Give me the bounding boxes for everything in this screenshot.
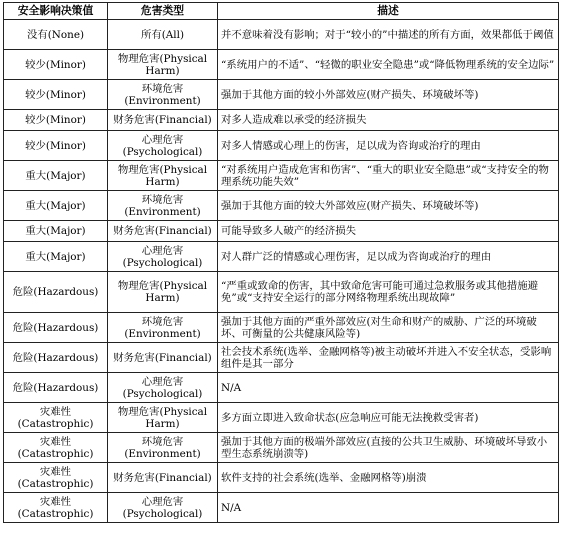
- table-row: [4, 403, 559, 433]
- hazard-type-cell: 物理危害(Physical Harm): [108, 403, 218, 433]
- table-row: [4, 313, 559, 343]
- hazard-type-cell: 物理危害(Physical Harm): [108, 50, 218, 80]
- impact-level-cell: 重大(Major): [4, 191, 108, 221]
- table-row: [4, 242, 559, 272]
- description-cell: 并不意味着没有影响；对于“较小的”中描述的所有方面，效果都低于阈值: [218, 20, 559, 50]
- description-cell: N/A: [218, 493, 559, 523]
- description-cell: “系统用户的不适”、“轻微的职业安全隐患”或“降低物理系统的安全边际”: [218, 50, 559, 80]
- header-impact-level: 安全影响决策值: [4, 3, 108, 20]
- header-description: 描述: [218, 3, 559, 20]
- table-row: [4, 343, 559, 373]
- table-row: [4, 161, 559, 191]
- description-cell: 强加于其他方面的较小外部效应(财产损失、环境破坏等): [218, 80, 559, 110]
- description-cell: 对人群广泛的情感或心理伤害，足以成为咨询或治疗的理由: [218, 242, 559, 272]
- impact-level-cell: 灾难性(Catastrophic): [4, 403, 108, 433]
- impact-level-cell: 重大(Major): [4, 242, 108, 272]
- table-row: [4, 272, 559, 313]
- safety-impact-table: [3, 2, 559, 523]
- description-cell: 强加于其他方面的较大外部效应(财产损失、环境破坏等): [218, 191, 559, 221]
- description-cell: 可能导致多人破产的经济损失: [218, 221, 559, 242]
- impact-level-cell: 危险(Hazardous): [4, 343, 108, 373]
- impact-level-cell: 没有(None): [4, 20, 108, 50]
- table-row: [4, 463, 559, 493]
- description-cell: “严重或致命的伤害，其中致命危害可能可通过急救服务或其他措施避免”或“支持安全运行的部分网络物理系统出现故障”: [218, 272, 559, 313]
- impact-level-cell: 灾难性(Catastrophic): [4, 433, 108, 463]
- hazard-type-cell: 财务危害(Financial): [108, 463, 218, 493]
- table-row: [4, 131, 559, 161]
- hazard-type-cell: 心理危害(Psychological): [108, 493, 218, 523]
- description-cell: 强加于其他方面的极端外部效应(直接的公共卫生威胁、环境破坏导致小型生态系统崩溃等): [218, 433, 559, 463]
- description-cell: 对多人造成难以承受的经济损失: [218, 110, 559, 131]
- table-row: [4, 191, 559, 221]
- description-cell: 对多人情感或心理上的伤害，足以成为咨询或治疗的理由: [218, 131, 559, 161]
- description-cell: “对系统用户造成危害和伤害”、“重大的职业安全隐患”或“支持安全的物理系统功能失效”: [218, 161, 559, 191]
- table-header: [4, 3, 559, 20]
- hazard-type-cell: 环境危害(Environment): [108, 80, 218, 110]
- hazard-type-cell: 财务危害(Financial): [108, 110, 218, 131]
- hazard-type-cell: 财务危害(Financial): [108, 343, 218, 373]
- description-cell: 多方面立即进入致命状态(应急响应可能无法挽救受害者): [218, 403, 559, 433]
- impact-level-cell: 较少(Minor): [4, 131, 108, 161]
- hazard-type-cell: 所有(All): [108, 20, 218, 50]
- description-cell: N/A: [218, 373, 559, 403]
- document-page: [3, 2, 558, 523]
- impact-level-cell: 重大(Major): [4, 221, 108, 242]
- description-cell: 社会技术系统(选举、金融网格等)被主动破坏并进入不安全状态，受影响组件是其一部分: [218, 343, 559, 373]
- hazard-type-cell: 心理危害(Psychological): [108, 242, 218, 272]
- impact-level-cell: 灾难性(Catastrophic): [4, 463, 108, 493]
- hazard-type-cell: 环境危害(Environment): [108, 313, 218, 343]
- hazard-type-cell: 物理危害(Physical Harm): [108, 272, 218, 313]
- table-row: [4, 221, 559, 242]
- table-row: [4, 373, 559, 403]
- impact-level-cell: 灾难性(Catastrophic): [4, 493, 108, 523]
- header-row: [4, 3, 559, 20]
- table-body: [4, 20, 559, 523]
- table-row: [4, 493, 559, 523]
- description-cell: 软件支持的社会系统(选举、金融网格等)崩溃: [218, 463, 559, 493]
- table-row: [4, 20, 559, 50]
- hazard-type-cell: 物理危害(Physical Harm): [108, 161, 218, 191]
- impact-level-cell: 较少(Minor): [4, 80, 108, 110]
- hazard-type-cell: 环境危害(Environment): [108, 191, 218, 221]
- table-row: [4, 110, 559, 131]
- description-cell: 强加于其他方面的严重外部效应(对生命和财产的威胁、广泛的环境破坏、可衡量的公共健康风险等): [218, 313, 559, 343]
- table-row: [4, 50, 559, 80]
- impact-level-cell: 较少(Minor): [4, 110, 108, 131]
- header-hazard-type: 危害类型: [108, 3, 218, 20]
- hazard-type-cell: 心理危害(Psychological): [108, 373, 218, 403]
- hazard-type-cell: 环境危害(Environment): [108, 433, 218, 463]
- table-row: [4, 433, 559, 463]
- hazard-type-cell: 财务危害(Financial): [108, 221, 218, 242]
- impact-level-cell: 重大(Major): [4, 161, 108, 191]
- impact-level-cell: 危险(Hazardous): [4, 373, 108, 403]
- table-row: [4, 80, 559, 110]
- impact-level-cell: 危险(Hazardous): [4, 313, 108, 343]
- impact-level-cell: 危险(Hazardous): [4, 272, 108, 313]
- impact-level-cell: 较少(Minor): [4, 50, 108, 80]
- hazard-type-cell: 心理危害(Psychological): [108, 131, 218, 161]
